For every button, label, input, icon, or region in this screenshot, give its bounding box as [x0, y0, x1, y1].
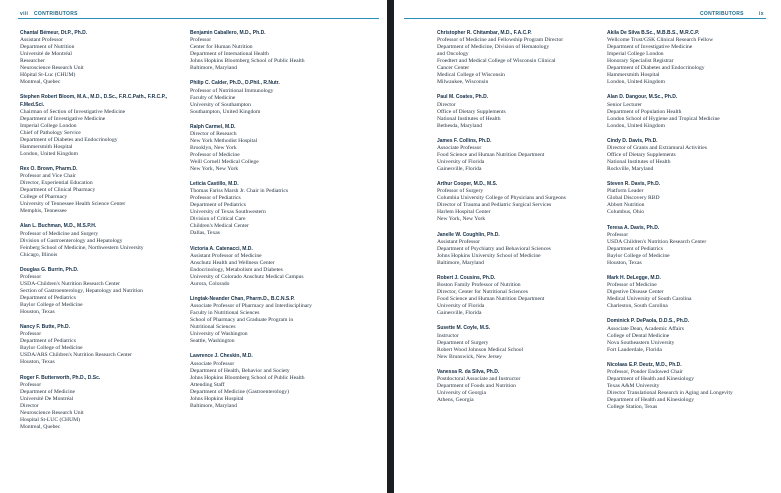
affiliation-line: College Station, Texas	[607, 403, 658, 410]
affiliation-line: Director Translational Research in Aging and Longevity	[607, 389, 733, 396]
affiliation-line: Department of Health and Kinesiology	[607, 375, 694, 382]
contributor-name: Leticia Castillo, M.D.	[190, 181, 239, 188]
affiliation-line: Department of Health, Behavior and Society	[190, 367, 290, 374]
header-rule	[404, 18, 766, 19]
contributor-entry	[20, 30, 192, 86]
affiliation-line: College of Pharmacy	[20, 194, 68, 201]
contributor-entry	[190, 30, 362, 72]
affiliation-line: Professor	[190, 37, 212, 44]
contributor-name: Stephen Robert Bloom, M.A., M.D., D.Sc., F.R.C.Path., F.R.C.P., F.Med.Sci.	[20, 94, 168, 108]
affiliation-line: Professor, Ponder Endowed Chair	[607, 368, 683, 375]
affiliation-line: University of Tennessee Health Science Center	[20, 201, 126, 208]
contributor-name: Victoria A. Catenacci, M.D.	[190, 245, 253, 252]
affiliation-line: Associate Professor	[437, 144, 482, 151]
affiliation-line: Professor of Pediatrics	[190, 195, 241, 202]
affiliation-line: School of Pharmacy and Graduate Program in	[190, 317, 294, 324]
contributor-name: Lingtak-Neander Chan, Pharm.D., B.C.N.S.P.	[190, 295, 295, 302]
affiliation-line: Froedtert and Medical College of Wisconsin Clinical	[437, 58, 556, 65]
affiliation-line: Hammersmith Hospital	[20, 143, 73, 150]
contributor-entry	[190, 353, 362, 409]
affiliation-line: Assistant Professor	[20, 37, 64, 44]
contributor-entry	[437, 325, 609, 360]
affiliation-line: Director of Research	[190, 130, 237, 137]
affiliation-line: Charleston, South Carolina	[607, 303, 668, 310]
contributor-name: Steven R. Davis, Ph.D.	[607, 181, 661, 188]
affiliation-line: Chief of Pathology Service	[20, 129, 81, 136]
affiliation-line: Professor of Nutritional Immunology	[190, 87, 274, 94]
contributor-entry	[607, 138, 779, 173]
affiliation-line: Weill Cornell Medical College	[190, 158, 259, 165]
affiliation-line: Professor	[20, 381, 42, 388]
affiliation-line: Wellcome Trust/GSK Clinical Research Fellow	[607, 37, 714, 44]
affiliation-line: Director, Center for Nutritional Sciences	[437, 289, 528, 296]
affiliation-line: Fort Lauderdale, Florida	[607, 346, 662, 353]
affiliation-line: New York, New York	[437, 216, 486, 223]
contributor-column	[20, 30, 192, 439]
affiliation-line: Assistant Professor of Medicine	[190, 252, 262, 259]
affiliation-line: Department of Health and Kinesiology	[607, 396, 694, 403]
affiliation-line: Children's Medical Center	[190, 223, 249, 230]
contributor-entry	[20, 223, 192, 258]
affiliation-line: Southampton, United Kingdom	[190, 108, 261, 115]
contributor-name: Akila De Silva B.Sc., M.B.B.S., M.R.C.P.	[607, 30, 700, 36]
affiliation-line: Chairman of Section of Investigative Medicine	[20, 108, 126, 115]
affiliation-line: Imperial College London	[607, 51, 664, 58]
affiliation-line: Department of Diabetes and Endocrinology	[607, 65, 705, 72]
affiliation-line: Baylor College of Medicine	[20, 301, 83, 308]
affiliation-line: Boston Family Professor of Nutrition	[437, 282, 521, 289]
affiliation-line: London, United Kingdom	[607, 79, 665, 86]
affiliation-line: New Brunswick, New Jersey	[437, 353, 502, 360]
affiliation-line: Nova Southeastern University	[607, 339, 675, 346]
contributor-entry	[20, 94, 192, 157]
affiliation-line: Division of Critical Care	[190, 216, 246, 223]
contributor-name: Paul M. Coates, Ph.D.	[437, 94, 489, 101]
affiliation-line: National Institutes of Health	[607, 158, 671, 165]
affiliation-line: Montreal, Quebec	[20, 423, 61, 430]
contributor-entry	[607, 181, 779, 216]
affiliation-line: College of Dental Medicine	[607, 332, 670, 339]
contributor-name: Robert J. Cousins, Ph.D.	[437, 274, 496, 281]
affiliation-line: Section of Gastroenterology, Hepatology and Nutrition	[20, 287, 143, 294]
contributor-entry	[190, 80, 362, 115]
affiliation-line: Instructor	[437, 332, 459, 339]
affiliation-line: Johns Hopkins Bloomberg School of Public Health	[190, 58, 305, 65]
affiliation-line: Medical University of South Carolina	[607, 296, 692, 303]
contributor-name: Janelle W. Coughlin, Ph.D.	[437, 231, 500, 238]
affiliation-line: Attending Staff	[190, 381, 225, 388]
affiliation-line: Aurora, Colorado	[190, 280, 230, 287]
affiliation-line: Faculty of Medicine	[190, 94, 236, 101]
affiliation-line: Montreal, Quebec	[20, 79, 61, 86]
affiliation-line: National Institutes of Health	[437, 115, 501, 122]
contributor-entry	[20, 375, 192, 431]
affiliation-line: Center for Human Nutrition	[190, 44, 253, 51]
affiliation-line: Hammersmith Hospital	[607, 72, 660, 79]
affiliation-line: USDA/ARS Children's Nutrition Research Center	[20, 352, 132, 359]
affiliation-line: University of Florida	[437, 158, 485, 165]
affiliation-line: Hôpital St-Luc (CHUM)	[20, 72, 76, 79]
affiliation-line: Associate Dean, Academic Affairs	[607, 325, 684, 332]
contributor-entry	[190, 124, 362, 173]
affiliation-line: Division of Gastroenterology and Hepatology	[20, 237, 123, 244]
contributor-entry	[20, 324, 192, 366]
affiliation-line: Chicago, Illinois	[20, 251, 58, 258]
affiliation-line: Department of Foods and Nutrition	[437, 382, 516, 389]
affiliation-line: Harlem Hospital Center	[437, 209, 491, 216]
contributor-name: Chantal Bémeur, Dt.P., Ph.D.	[20, 30, 88, 36]
affiliation-line: Researcher	[20, 58, 45, 65]
affiliation-line: Rockville, Maryland	[607, 165, 654, 172]
affiliation-line: Université de Montréal	[20, 51, 72, 58]
running-header: CONTRIBUTORS	[700, 11, 744, 17]
affiliation-line: University of Georgia	[437, 389, 486, 396]
affiliation-line: Milwaukee, Wisconsin	[437, 79, 489, 86]
affiliation-line: Memphis, Tennessee	[20, 208, 67, 215]
contributor-name: Ralph Carmel, M.D.	[190, 123, 236, 130]
contributor-entry	[607, 94, 779, 129]
contributor-entry	[607, 275, 779, 310]
affiliation-line: Professor	[20, 331, 42, 338]
affiliation-line: Office of Dietary Supplements	[437, 108, 506, 115]
contributor-entry	[190, 246, 362, 288]
contributor-column	[190, 30, 362, 418]
affiliation-line: Office of Dietary Supplements	[607, 151, 676, 158]
running-header: CONTRIBUTORS	[34, 11, 78, 17]
contributor-name: Douglas G. Burrin, Ph.D.	[20, 266, 79, 273]
header-rule	[18, 18, 379, 19]
contributor-name: Philip C. Calder, Ph.D., D.Phil., R.Nutr.	[190, 80, 280, 87]
affiliation-line: and Oncology	[437, 51, 469, 58]
affiliation-line: New York, New York	[190, 165, 239, 172]
affiliation-line: Department of Medicine (Gastroenterology)	[190, 388, 289, 395]
affiliation-line: Professor	[20, 273, 42, 280]
affiliation-line: Senior Lecturer	[607, 101, 642, 108]
contributor-name: Christopher R. Chitambar, M.D., F.A.C.P.	[437, 30, 532, 36]
affiliation-line: Department of Pediatrics	[190, 202, 246, 209]
affiliation-line: Medical College of Wisconsin	[437, 72, 505, 79]
affiliation-line: Neuroscience Research Unit	[20, 409, 84, 416]
affiliation-line: Baltimore, Maryland	[190, 402, 237, 409]
affiliation-line: Food Science and Human Nutrition Department	[437, 296, 545, 303]
affiliation-line: Baylor College of Medicine	[607, 252, 670, 259]
affiliation-line: Baltimore, Maryland	[437, 259, 484, 266]
page-gutter	[387, 0, 394, 493]
affiliation-line: Associate Professor of Pharmacy and Interdisciplinary	[190, 303, 312, 310]
affiliation-line: Dallas, Texas	[190, 230, 220, 237]
affiliation-line: Director	[20, 402, 39, 409]
affiliation-line: Director	[437, 101, 456, 108]
affiliation-line: Johns Hopkins University School of Medicine	[437, 252, 541, 259]
affiliation-line: Professor of Medicine and Fellowship Program Director	[437, 37, 564, 44]
affiliation-line: Cancer Center	[437, 65, 470, 72]
contributor-name: Roger F. Butterworth, Ph.D., D.Sc.	[20, 374, 101, 381]
contributor-name: Alan D. Dangour, M.Sc., Ph.D.	[607, 94, 678, 101]
contributor-entry	[437, 369, 609, 404]
contributor-entry	[20, 267, 192, 316]
contributor-name: Nicolaas E.P. Deutz, M.D., Ph.D.	[607, 361, 682, 368]
affiliation-line: Director, Experiential Education	[20, 180, 93, 187]
affiliation-line: Columbia University College of Physicians and Surgeons	[437, 195, 566, 202]
page-number: viii	[20, 11, 29, 17]
page-number: ix	[759, 11, 764, 17]
affiliation-line: Seattle, Washington	[190, 338, 235, 345]
affiliation-line: Bethesda, Maryland	[437, 122, 483, 129]
affiliation-line: Nutritional Sciences	[190, 324, 236, 331]
affiliation-line: USDA-Children's Nutrition Research Center	[20, 280, 120, 287]
affiliation-line: New York Methodist Hospital	[190, 137, 258, 144]
affiliation-line: Professor of Medicine and Surgery	[20, 230, 99, 237]
affiliation-line: Department of Diabetes and Endocrinology	[20, 136, 118, 143]
affiliation-line: Professor	[607, 231, 629, 238]
contributor-name: Lawrence J. Cheskin, M.D.	[190, 353, 253, 360]
affiliation-line: Food Science and Human Nutrition Department	[437, 151, 545, 158]
contributor-name: Teresa A. Davis, Ph.D.	[607, 224, 660, 231]
right-page	[394, 0, 781, 493]
affiliation-line: Department of Pediatrics	[20, 338, 76, 345]
affiliation-line: Feinberg School of Medicine, Northwestern University	[20, 244, 144, 251]
affiliation-line: University of Texas Southwestern	[190, 209, 266, 216]
affiliation-line: Baylor College of Medicine	[20, 345, 83, 352]
affiliation-line: London, United Kingdom	[607, 122, 665, 129]
affiliation-line: Hospital St-LUC (CHUM)	[20, 416, 80, 423]
affiliation-line: Department of Psychiatry and Behavioral Sciences	[437, 245, 551, 252]
contributor-name: Dominick P. DePaola, D.D.S., Ph.D.	[607, 318, 690, 325]
contributor-name: James F. Collins, Ph.D.	[437, 137, 492, 144]
affiliation-line: Department of Pediatrics	[20, 294, 76, 301]
affiliation-line: Department of Medicine, Division of Hematology	[437, 44, 550, 51]
affiliation-line: Professor of Surgery	[437, 188, 484, 195]
affiliation-line: Department of Surgery	[437, 339, 489, 346]
contributor-name: Benjamin Caballero, M.D., Ph.D.	[190, 30, 266, 36]
affiliation-line: Athens, Georgia	[437, 396, 474, 403]
contributor-name: Mark H. DeLegge, M.D.	[607, 274, 661, 281]
contributor-entry	[20, 166, 192, 215]
affiliation-line: Professor of Medicine	[607, 282, 657, 289]
contributor-name: Nancy F. Butte, Ph.D.	[20, 324, 71, 331]
contributor-name: Alan L. Buchman, M.D., M.S.P.H.	[20, 223, 97, 230]
affiliation-line: Associate Professor	[190, 360, 235, 367]
contributor-entry	[437, 275, 609, 317]
affiliation-line: Department of Population Health	[607, 108, 682, 115]
contributor-entry	[607, 318, 779, 353]
affiliation-line: Director of Grants and Extramural Activities	[607, 144, 707, 151]
affiliation-line: Anschutz Health and Wellness Center	[190, 259, 275, 266]
affiliation-line: Postdoctoral Associate and Instructor	[437, 375, 521, 382]
affiliation-line: Houston, Texas	[607, 259, 642, 266]
contributor-entry	[607, 362, 779, 411]
contributor-entry	[437, 94, 609, 129]
affiliation-line: Endocrinology, Metabolism and Diabetes	[190, 266, 283, 273]
affiliation-line: Assistant Professor	[437, 238, 481, 245]
affiliation-line: Université De Montréal	[20, 395, 74, 402]
affiliation-line: Department of Investigative Medicine	[20, 115, 106, 122]
affiliation-line: Johns Hopkins Bloomberg School of Public Health	[190, 374, 305, 381]
affiliation-line: Honorary Specialist Registrar	[607, 58, 674, 65]
affiliation-line: Abbott Nutrition	[607, 202, 645, 209]
affiliation-line: London School of Hygiene and Tropical Medicine	[607, 115, 720, 122]
affiliation-line: Brooklyn, New York	[190, 144, 237, 151]
affiliation-line: Professor of Medicine	[190, 151, 240, 158]
contributor-entry	[437, 232, 609, 267]
affiliation-line: Neuroscience Research Unit	[20, 65, 84, 72]
affiliation-line: Department of International Health	[190, 51, 269, 58]
left-page	[0, 0, 387, 493]
affiliation-line: Digestive Disease Center	[607, 289, 664, 296]
affiliation-line: Gainesville, Florida	[437, 165, 482, 172]
affiliation-line: London, United Kingdom	[20, 150, 78, 157]
affiliation-line: Columbus, Ohio	[607, 209, 644, 216]
contributor-entry	[607, 30, 779, 86]
contributor-name: Arthur Cooper, M.D., M.S.	[437, 181, 498, 188]
affiliation-line: Gainesville, Florida	[437, 310, 482, 317]
contributor-name: Cindy D. Davis, Ph.D.	[607, 137, 658, 144]
affiliation-line: University of Florida	[437, 303, 485, 310]
affiliation-line: Houston, Texas	[20, 308, 55, 315]
affiliation-line: Baltimore, Maryland	[190, 65, 237, 72]
affiliation-line: Department of Pediatrics	[607, 245, 663, 252]
affiliation-line: Johns Hopkins Hospital	[190, 395, 244, 402]
affiliation-line: Department of Nutrition	[20, 44, 75, 51]
affiliation-line: Department of Investigative Medicine	[607, 44, 693, 51]
affiliation-line: Texas A&M University	[607, 382, 660, 389]
contributor-entry	[607, 225, 779, 267]
affiliation-line: Houston, Texas	[20, 359, 55, 366]
contributor-name: Vanessa R. da Silva, Ph.D.	[437, 368, 500, 375]
affiliation-line: Director of Trauma and Pediatric Surgical Services	[437, 202, 552, 209]
contributor-entry	[437, 181, 609, 223]
affiliation-line: Thomas Fariss Marsh Jr. Chair in Pediatrics	[190, 188, 289, 195]
contributor-entry	[190, 296, 362, 345]
affiliation-line: Department of Medicine	[20, 388, 75, 395]
affiliation-line: University of Southampton	[190, 101, 251, 108]
affiliation-line: University of Colorado Anschutz Medical Campus	[190, 273, 304, 280]
affiliation-line: USDA Children's Nutrition Research Center	[607, 238, 707, 245]
affiliation-line: Department of Clinical Pharmacy	[20, 187, 96, 194]
contributor-entry	[437, 138, 609, 173]
affiliation-line: Faculty in Nutritional Sciences	[190, 310, 260, 317]
affiliation-line: Platform Leader	[607, 188, 644, 195]
contributor-name: Susette M. Coyle, M.S.	[437, 325, 491, 332]
affiliation-line: Imperial College London	[20, 122, 77, 129]
contributor-column	[607, 30, 779, 419]
affiliation-line: Global Discovery RBD	[607, 195, 660, 202]
affiliation-line: Robert Wood Johnson Medical School	[437, 346, 524, 353]
contributor-name: Rex O. Brown, Pharm.D.	[20, 165, 78, 172]
contributor-entry	[190, 181, 362, 237]
affiliation-line: University of Washington	[190, 331, 248, 338]
contributor-column	[437, 30, 609, 412]
contributor-entry	[437, 30, 609, 86]
affiliation-line: Professor and Vice Chair	[20, 173, 76, 180]
